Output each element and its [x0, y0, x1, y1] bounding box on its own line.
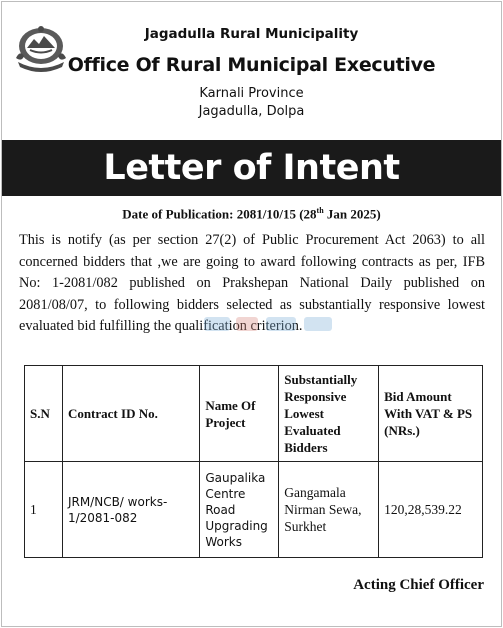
header-bidder: Substantially Responsive Lowest Evaluated Bidders: [279, 366, 379, 462]
header-sn: S.N: [25, 366, 63, 462]
table-row: [25, 462, 483, 558]
cell-sn: 1: [25, 462, 63, 558]
publication-date: [0, 206, 503, 222]
table-header-row: [25, 366, 483, 462]
cell-bidder: Gangamala Nirman Sewa, Surkhet: [279, 462, 379, 558]
cell-project: Gaupalika Centre Road Upgrading Works: [200, 462, 279, 558]
header-amount: Bid Amount With VAT & PS (NRs.): [379, 366, 483, 462]
cell-amount: 120,28,539.22: [379, 462, 483, 558]
awarded-contracts-table: [24, 365, 483, 558]
header-contract-id: Contract ID No.: [62, 366, 199, 462]
notice-paragraph: This is notify (as per section 27(2) of Public Procurement Act 2063) to all concerned bidders that ,we are going to award following contracts as per, IFB No: 1-2081/082 published on Prakshepan National Daily published on 2081/08/07, to following bidders selected as substantially responsive lowest evaluated bid fulfilling the qualification criterion.: [19, 232, 485, 335]
publication-date-suffix: Jan 2025): [323, 206, 381, 222]
municipality-name: Jagadulla Rural Municipality: [144, 26, 359, 42]
cell-contract-id: JRM/NCB/ works-1/2081-082: [62, 462, 199, 558]
district-name: Jagadulla, Dolpa: [198, 104, 305, 119]
publication-date-superscript: th: [316, 206, 324, 215]
office-name: Office Of Rural Municipal Executive: [67, 54, 436, 76]
signatory-title: Acting Chief Officer: [353, 577, 484, 593]
publication-date-prefix: Date of Publication: 2081/10/15 (28: [122, 206, 317, 222]
document-title: Letter of Intent: [103, 148, 400, 188]
header-project: Name Of Project: [200, 366, 279, 462]
title-banner: [2, 140, 501, 196]
province-name: Karnali Province: [199, 86, 304, 101]
